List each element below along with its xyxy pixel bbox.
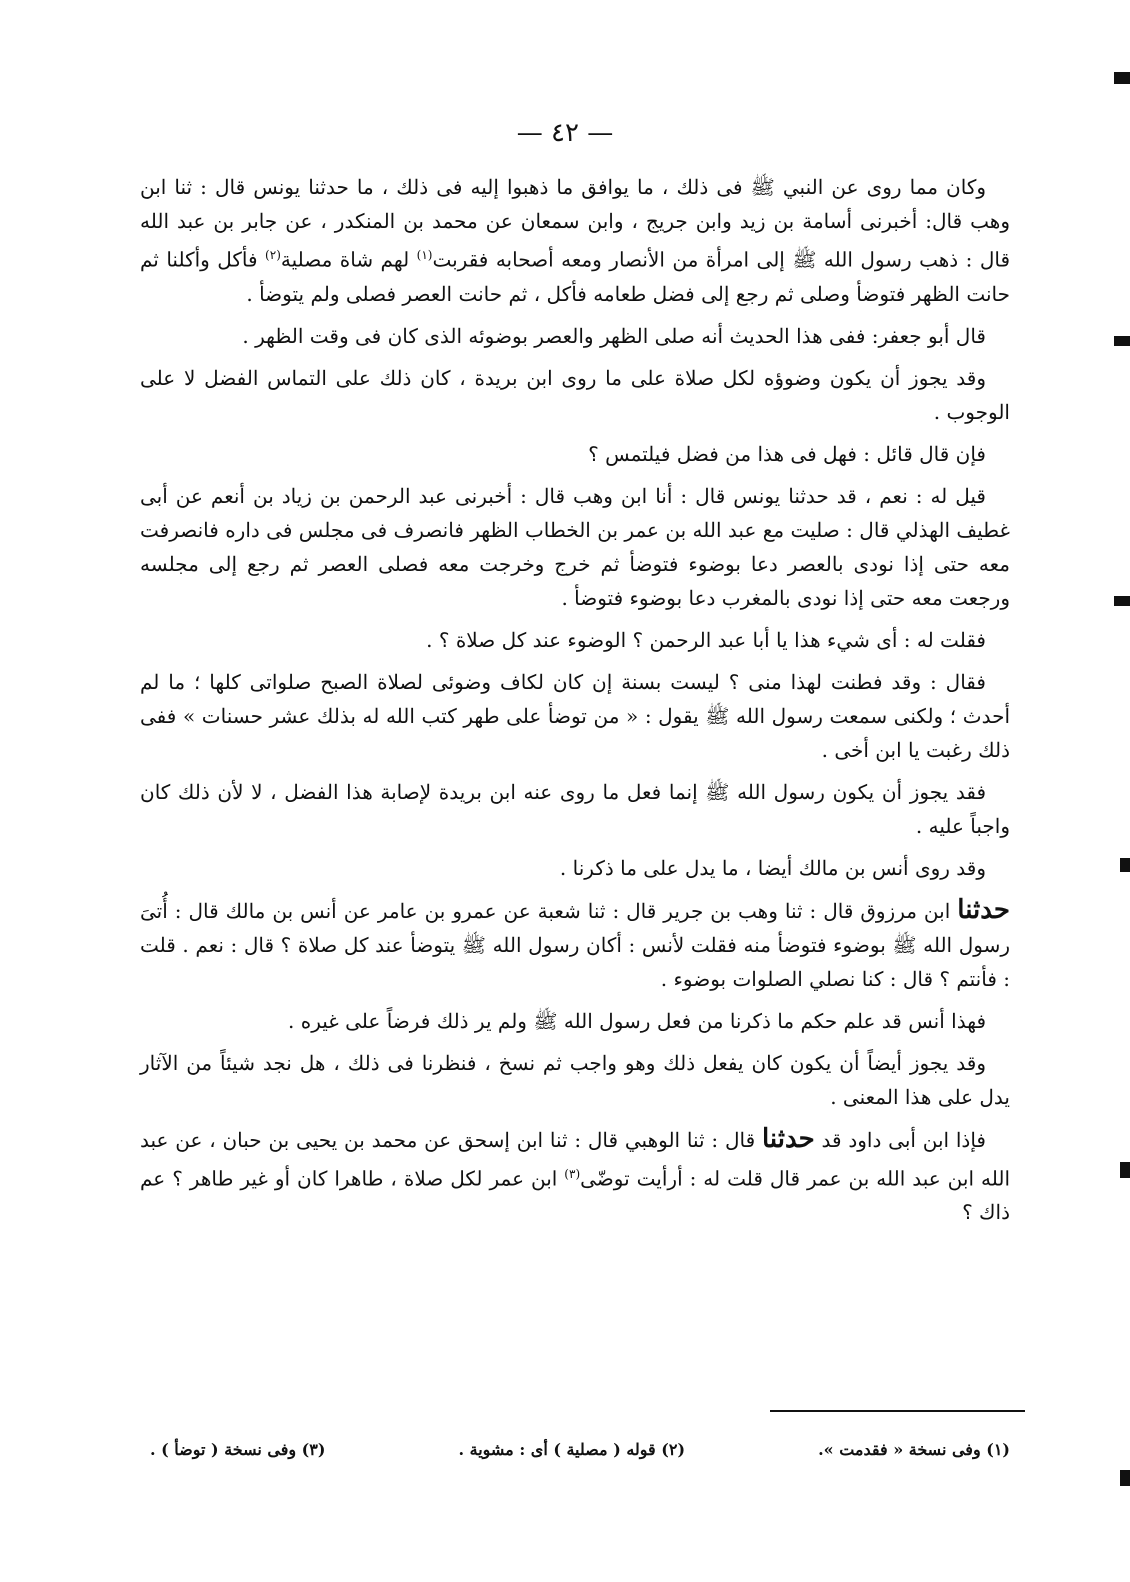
page-number: — ٤٢ — (516, 118, 614, 148)
paragraph-9: وقد روى أنس بن مالك أيضا ، ما يدل على ما ذكرنا . (559, 855, 986, 880)
paragraph-1: وكان مما روى عن النبي ﷺ فى ذلك ، ما يوافق ما ذهبوا إليه فى ذلك ، ما حدثنا يونس قال : ثنا ابن وهب قال: أخبرنى أسامة بن زيد وابن جريج ، وابن سمعان عن محمد بن المنكدر ، عن جابر بن عبد الله قال : ذهب رسول الله ﷺ إلى امرأة من الأنصار ومعه أصحابه فقربت$^{(١)}$ لهم شاة مصلية$^{(٢)}$ فأكل وأكلنا ثم حانت الظهر فتوضأ وصلى ثم رجع إلى فضل طعامه فأكل ، ثم حانت العصر فصلى ولم يتوضأ . (140, 175, 1011, 306)
page-edge-mark (1114, 336, 1130, 346)
page-edge-mark (1114, 72, 1130, 84)
paragraph-6: فقلت له : أى شيء هذا يا أبا عبد الرحمن ؟ الوضوء عند كل صلاة ؟ . (426, 627, 986, 652)
footnote-3: (٣) وفى نسخة ( توضأ ) . (150, 1440, 326, 1459)
paragraph-11: فهذا أنس قد علم حكم ما ذكرنا من فعل رسول الله ﷺ ولم ير ذلك فرضاً على غيره . (288, 1008, 986, 1033)
main-text (140, 170, 1010, 1237)
footnote-2: (٢) قوله ( مصلية ) أى : مشوية . (458, 1440, 686, 1459)
paragraph-2: قال أبو جعفر: ففى هذا الحديث أنه صلى الظهر والعصر بوضوئه الذى كان فى وقت الظهر . (242, 323, 986, 348)
paragraph-10: حدثنا ابن مرزوق قال : ثنا وهب بن جرير قال : ثنا شعبة عن عمرو بن عامر عن أنس بن مالك قال : أُتىَ رسول الله ﷺ بوضوء فتوضأ منه فقلت لأنس : أكان رسول الله ﷺ يتوضأ عند كل صلاة ؟ قال : نعم . قلت : فأنتم ؟ قال : كنا نصلي الصلوات بوضوء . (140, 894, 1011, 991)
page-edge-mark (1120, 1470, 1130, 1486)
paragraph-5: قيل له : نعم ، قد حدثنا يونس قال : أنا ابن وهب قال : أخبرنى عبد الرحمن بن زياد بن أنعم عن أبى غطيف الهذلي قال : صليت مع عبد الله بن عمر بن الخطاب الظهر فانصرف فى مجلس فى داره فانصرفت معه حتى إذا نودى بالعصر دعا بوضوء فتوضأ ثم خرج وخرجت معه فصلى العصر ثم رجع إلى مجلسه ورجعت معه حتى إذا نودى بالمغرب دعا بوضوء فتوضأ . (140, 483, 1010, 610)
footnote-1: (١) وفى نسخة « فقدمت ». (818, 1440, 1010, 1459)
footnote-separator (770, 1410, 1025, 1412)
page-edge-mark (1120, 858, 1130, 872)
hadith-lead-word-2: حدثنا (761, 1123, 815, 1154)
paragraph-7: فقال : وقد فطنت لهذا منى ؟ ليست بسنة إن كان لكاف وضوئى لصلاة الصبح صلواتى كلها ؛ ما لم أحدث ؛ ولكنى سمعت رسول الله ﷺ يقول : « من توضأ على طهر كتب الله له بذلك عشر حسنات » ففى ذلك رغبت يا ابن أخى . (140, 669, 1010, 762)
paragraph-3: وقد يجوز أن يكون وضوؤه لكل صلاة على ما روى ابن بريدة ، كان ذلك على التماس الفضل لا على الوجوب . (140, 365, 1010, 424)
paragraph-4: فإن قال قائل : فهل فى هذا من فضل فيلتمس ؟ (588, 441, 986, 466)
page-edge-mark (1120, 1162, 1130, 1178)
paragraph-13: فإذا ابن أبى داود قد حدثنا قال : ثنا الوهبي قال : ثنا ابن إسحق عن محمد بن يحيى بن حبان ، عن عبد الله ابن عبد الله بن عمر قال قلت له : أرأيت توضّى$^{(٣)}$ ابن عمر لكل صلاة ، طاهرا كان أو غير طاهر ؟ عم ذاك ؟ (140, 1123, 1010, 1225)
paragraph-8: فقد يجوز أن يكون رسول الله ﷺ إنما فعل ما روى عنه ابن بريدة لإصابة هذا الفضل ، لا لأن ذلك كان واجباً عليه . (140, 779, 1010, 838)
hadith-lead-word: حدثنا (957, 894, 1011, 925)
page-edge-mark (1114, 596, 1130, 606)
footnotes (150, 1440, 1010, 1459)
paragraph-12: وقد يجوز أيضاً أن يكون كان يفعل ذلك وهو واجب ثم نسخ ، فنظرنا فى ذلك ، هل نجد شيئاً من الآثار يدل على هذا المعنى . (140, 1050, 1010, 1109)
